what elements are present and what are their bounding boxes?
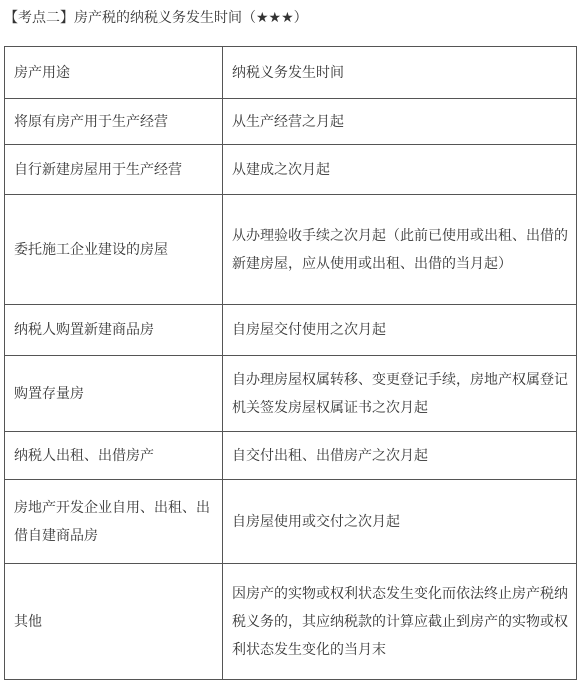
usage-cell: 将原有房产用于生产经营 bbox=[5, 99, 223, 145]
time-cell: 自房屋交付使用之次月起 bbox=[223, 305, 577, 356]
time-cell: 从生产经营之月起 bbox=[223, 99, 577, 145]
table-row bbox=[5, 305, 577, 356]
usage-cell: 房地产开发企业自用、出租、出借自建商品房 bbox=[5, 480, 223, 564]
time-cell: 自交付出租、出借房产之次月起 bbox=[223, 432, 577, 480]
table-row bbox=[5, 480, 577, 564]
usage-cell: 委托施工企业建设的房屋 bbox=[5, 195, 223, 305]
time-cell: 自房屋使用或交付之次月起 bbox=[223, 480, 577, 564]
usage-cell: 纳税人出租、出借房产 bbox=[5, 432, 223, 480]
usage-cell: 其他 bbox=[5, 564, 223, 680]
table-row bbox=[5, 99, 577, 145]
header-cell-usage: 房产用途 bbox=[5, 47, 223, 99]
table-header-row bbox=[5, 47, 577, 99]
tax-obligation-table bbox=[4, 46, 577, 680]
usage-cell: 购置存量房 bbox=[5, 356, 223, 432]
table-row bbox=[5, 145, 577, 195]
section-heading: 【考点二】房产税的纳税义务发生时间（★★★） bbox=[4, 10, 308, 26]
usage-cell: 纳税人购置新建商品房 bbox=[5, 305, 223, 356]
time-cell: 从办理验收手续之次月起（此前已使用或出租、出借的新建房屋，应从使用或出租、出借的当月起） bbox=[223, 195, 577, 305]
table-row bbox=[5, 356, 577, 432]
time-cell: 因房产的实物或权利状态发生变化而依法终止房产税纳税义务的，其应纳税款的计算应截止到房产的实物或权利状态发生变化的当月末 bbox=[223, 564, 577, 680]
time-cell: 自办理房屋权属转移、变更登记手续，房地产权属登记机关签发房屋权属证书之次月起 bbox=[223, 356, 577, 432]
usage-cell: 自行新建房屋用于生产经营 bbox=[5, 145, 223, 195]
table-row bbox=[5, 564, 577, 680]
table-row bbox=[5, 432, 577, 480]
header-cell-time: 纳税义务发生时间 bbox=[223, 47, 577, 99]
table-row bbox=[5, 195, 577, 305]
time-cell: 从建成之次月起 bbox=[223, 145, 577, 195]
